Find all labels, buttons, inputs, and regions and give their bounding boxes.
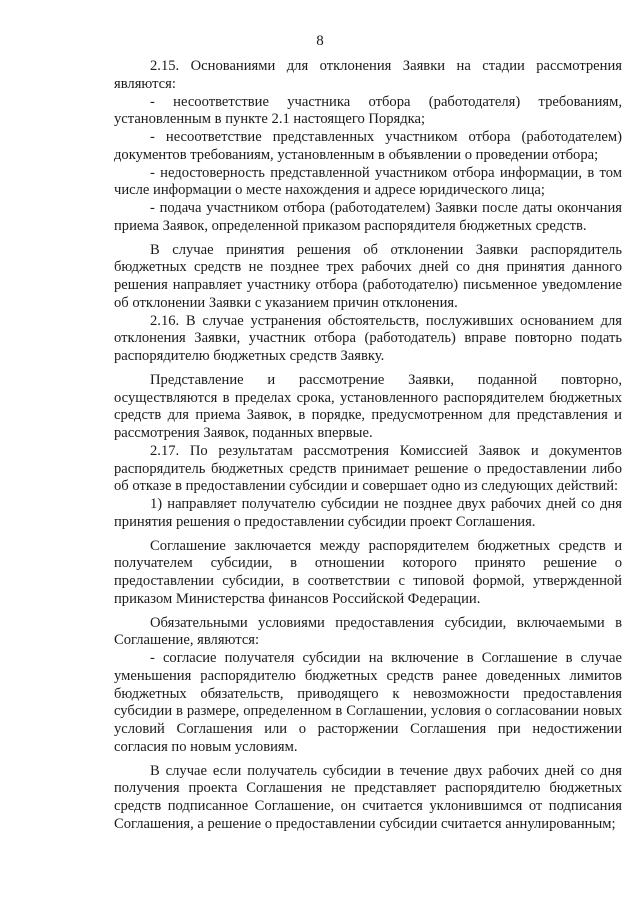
paragraph: 1) направляет получателю субсидии не позднее двух рабочих дней со дня принятия решения о предоставлении субсидии проект Соглашения. bbox=[114, 496, 622, 530]
document-body bbox=[114, 58, 622, 834]
paragraph: - несоответствие участника отбора (работодателя) требованиям, установленным в пункте 2.1 настоящего Порядка; bbox=[114, 93, 622, 128]
paragraph: В случае принятия решения об отклонении Заявки распорядитель бюджетных средств не позднее трех рабочих дней со дня принятия данного решения направляет участнику отбора (работодателю) письменное уведомление об отклонении Заявки с указанием причин отклонения. bbox=[114, 241, 622, 311]
paragraph: 2.16. В случае устранения обстоятельств, послуживших основанием для отклонения Заявки, участник отбора (работодатель) вправе повторно подать распорядителю бюджетных средств Заявку. bbox=[114, 312, 622, 364]
paragraph: 2.15. Основаниями для отклонения Заявки на стадии рассмотрения являются: bbox=[114, 58, 622, 92]
paragraph: 2.17. По результатам рассмотрения Комиссией Заявок и документов распорядитель бюджетных средств принимает решение о предоставлении либо об отказе в предоставлении субсидии и совершает одно из следующих действий: bbox=[114, 442, 622, 495]
paragraph: - согласие получателя субсидии на включение в Соглашение в случае уменьшения распорядителю бюджетных средств ранее доведенных лимитов бюджетных обязательств, приводящего к невозможности предоставления субсидии в размере, определенном в Соглашении, условия о согласовании новых условий Соглашения или о расторжении Соглашения при недостижении согласия по новым условиям. bbox=[114, 650, 622, 755]
paragraph: - недостоверность представленной участником отбора информации, в том числе информации о месте нахождения и адресе юридического лица; bbox=[114, 164, 622, 199]
page-number: 8 bbox=[316, 33, 324, 49]
paragraph: - несоответствие представленных участником отбора (работодателем) документов требованиям, установленным в объявлении о проведении отбора; bbox=[114, 129, 622, 163]
paragraph: В случае если получатель субсидии в течение двух рабочих дней со дня получения проекта Соглашения не представляет распорядителю бюджетных средств подписанное Соглашение, он считается уклонившимся от подписания Соглашения, а решение о предоставлении субсидии считается аннулированным; bbox=[114, 762, 622, 832]
paragraph: Соглашение заключается между распорядителем бюджетных средств и получателем субсидии, в отношении которого принято решение о предоставлении субсидии, в соответствии с типовой формой, утвержденной приказом Министерства финансов Российской Федерации. bbox=[114, 537, 622, 607]
paragraph: Представление и рассмотрение Заявки, поданной повторно, осуществляются в пределах срока, установленного распорядителем бюджетных средств для приема Заявок, в порядке, предусмотренном для представления и рассмотрения Заявок, поданных впервые. bbox=[114, 371, 622, 441]
paragraph: - подача участником отбора (работодателем) Заявки после даты окончания приема Заявок, определенной приказом распорядителя бюджетных средств. bbox=[114, 200, 622, 234]
paragraph: Обязательными условиями предоставления субсидии, включаемыми в Соглашение, являются: bbox=[114, 614, 622, 649]
